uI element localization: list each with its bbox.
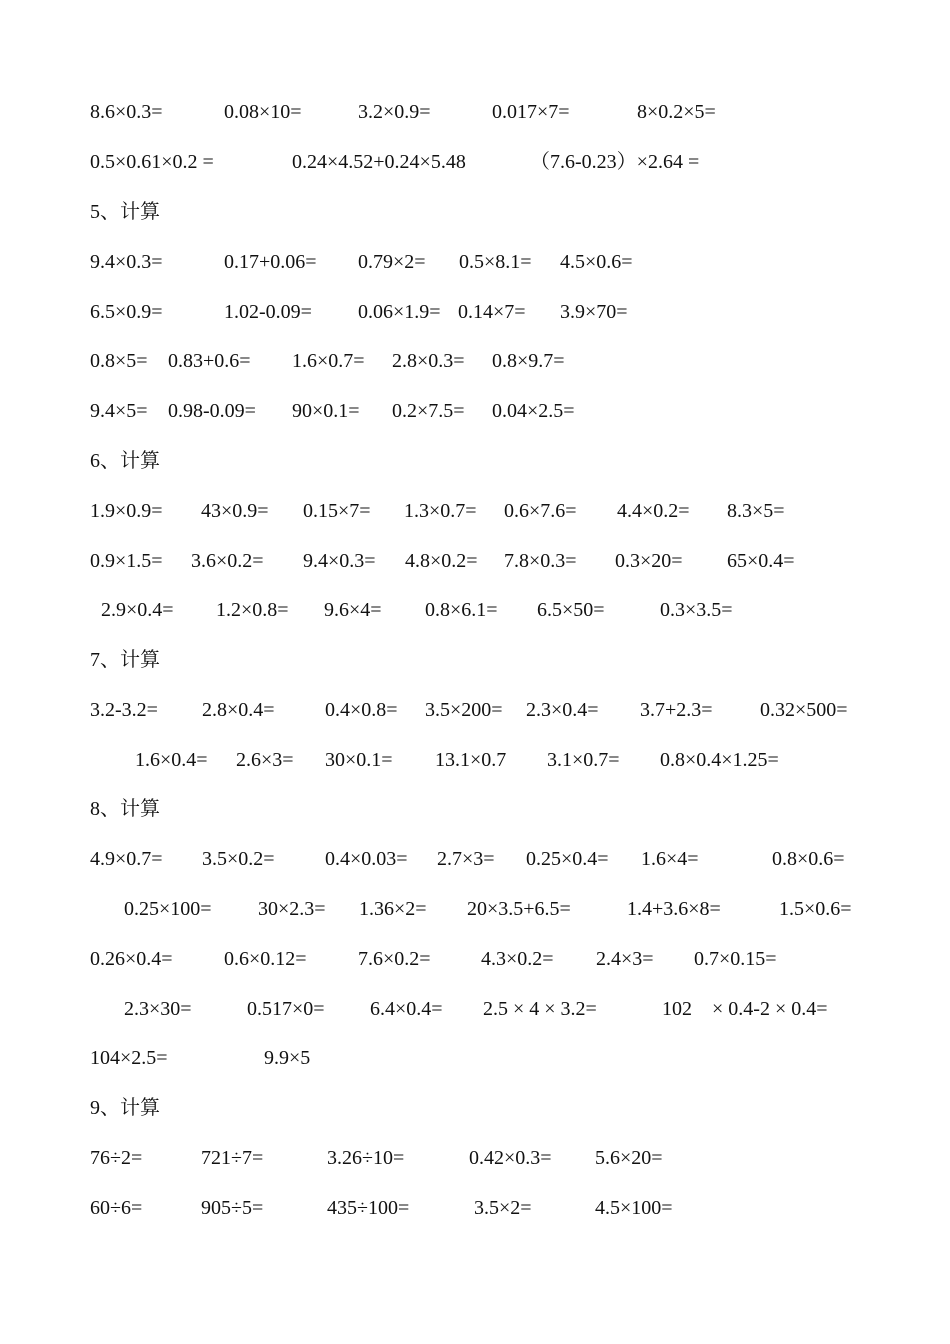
problem: 8.6×0.3= — [90, 101, 163, 123]
problem: 1.6×4= — [641, 848, 699, 870]
problem: 1.6×0.7= — [292, 350, 365, 372]
problem: 0.8×0.6= — [772, 848, 845, 870]
problem-row — [0, 894, 950, 924]
problem: 3.6×0.2= — [191, 550, 264, 572]
problem: 3.2-3.2= — [90, 699, 158, 721]
problem: 0.4×0.8= — [325, 699, 398, 721]
problem: 2.6×3= — [236, 749, 294, 771]
problem: 1.02-0.09= — [224, 301, 312, 323]
problem: （7.6-0.23）×2.64 = — [530, 151, 700, 173]
problem: 0.517×0= — [247, 998, 325, 1020]
problem: 3.9×70= — [560, 301, 628, 323]
problem: 2.3×30= — [124, 998, 192, 1020]
problem: 6.5×0.9= — [90, 301, 163, 323]
problem: 9.6×4= — [324, 599, 382, 621]
problem: 2.9×0.4= — [101, 599, 174, 621]
problem: 4.5×0.6= — [560, 251, 633, 273]
problem: 0.8×0.4×1.25= — [660, 749, 779, 771]
problem-row — [0, 695, 950, 725]
problem: 2.3×0.4= — [526, 699, 599, 721]
problem: 4.4×0.2= — [617, 500, 690, 522]
problem: 0.79×2= — [358, 251, 426, 273]
problem: 4.9×0.7= — [90, 848, 163, 870]
problem-row — [0, 994, 950, 1024]
problem: 0.08×10= — [224, 101, 302, 123]
problem: 0.06×1.9= — [358, 301, 441, 323]
problem: 0.8×6.1= — [425, 599, 498, 621]
problem: 20×3.5+6.5= — [467, 898, 571, 920]
problem: 6.5×50= — [537, 599, 605, 621]
problem: 43×0.9= — [201, 500, 269, 522]
problem: 0.8×9.7= — [492, 350, 565, 372]
problem-row — [0, 944, 950, 974]
problem: 9.9×5 — [264, 1047, 311, 1069]
section-title: 6、计算 — [90, 450, 160, 472]
problem-row — [0, 247, 950, 277]
section-heading — [0, 446, 950, 476]
problem: 3.2×0.9= — [358, 101, 431, 123]
section-title: 9、计算 — [90, 1097, 160, 1119]
problem: 1.5×0.6= — [779, 898, 852, 920]
problem: 3.1×0.7= — [547, 749, 620, 771]
problem: 65×0.4= — [727, 550, 795, 572]
problem: 4.3×0.2= — [481, 948, 554, 970]
problem: 9.4×5= — [90, 400, 148, 422]
problem: 1.3×0.7= — [404, 500, 477, 522]
problem: 3.5×0.2= — [202, 848, 275, 870]
problem: 7.8×0.3= — [504, 550, 577, 572]
problem: 0.25×100= — [124, 898, 212, 920]
problem-row — [0, 745, 950, 775]
problem: 5.6×20= — [595, 1147, 663, 1169]
problem-row — [0, 1143, 950, 1173]
problem: 1.4+3.6×8= — [627, 898, 721, 920]
problem: 4.8×0.2= — [405, 550, 478, 572]
problem: 0.15×7= — [303, 500, 371, 522]
problem: 0.14×7= — [458, 301, 526, 323]
problem-row — [0, 1193, 950, 1223]
problem: 0.9×1.5= — [90, 550, 163, 572]
problem: 6.4×0.4= — [370, 998, 443, 1020]
problem: 0.5×0.61×0.2 = — [90, 151, 214, 173]
problem: 0.83+0.6= — [168, 350, 251, 372]
section-heading — [0, 645, 950, 675]
problem: 76÷2= — [90, 1147, 143, 1169]
problem: 104×2.5= — [90, 1047, 168, 1069]
section-title: 5、计算 — [90, 201, 160, 223]
section-title: 8、计算 — [90, 798, 160, 820]
problem: 3.5×2= — [474, 1197, 532, 1219]
problem: 0.42×0.3= — [469, 1147, 552, 1169]
problem-row — [0, 297, 950, 327]
problem: 13.1×0.7 — [435, 749, 507, 771]
problem: 0.6×7.6= — [504, 500, 577, 522]
problem: 0.32×500= — [760, 699, 848, 721]
problem: 0.2×7.5= — [392, 400, 465, 422]
problem: 0.26×0.4= — [90, 948, 173, 970]
section-heading — [0, 197, 950, 227]
problem-row — [0, 1043, 950, 1073]
problem: 0.98-0.09= — [168, 400, 256, 422]
problem: 1.9×0.9= — [90, 500, 163, 522]
problem-row — [0, 496, 950, 526]
problem: 0.04×2.5= — [492, 400, 575, 422]
problem: 1.6×0.4= — [135, 749, 208, 771]
problem-row — [0, 396, 950, 426]
problem: 7.6×0.2= — [358, 948, 431, 970]
problem-row — [0, 844, 950, 874]
problem: 3.26÷10= — [327, 1147, 405, 1169]
problem: 60÷6= — [90, 1197, 143, 1219]
problem: 8×0.2×5= — [637, 101, 716, 123]
problem: 2.7×3= — [437, 848, 495, 870]
problem-row — [0, 546, 950, 576]
problem: 721÷7= — [201, 1147, 264, 1169]
section-heading — [0, 1093, 950, 1123]
problem: 9.4×0.3= — [90, 251, 163, 273]
section-heading — [0, 794, 950, 824]
problem: 0.3×3.5= — [660, 599, 733, 621]
problem: 0.24×4.52+0.24×5.48 — [292, 151, 466, 173]
problem: 905÷5= — [201, 1197, 264, 1219]
problem-row — [0, 147, 950, 177]
problem: 2.8×0.4= — [202, 699, 275, 721]
problem: 0.6×0.12= — [224, 948, 307, 970]
problem: 2.4×3= — [596, 948, 654, 970]
problem: 0.7×0.15= — [694, 948, 777, 970]
problem: 0.8×5= — [90, 350, 148, 372]
problem: 102 — [662, 998, 692, 1020]
problem-row — [0, 346, 950, 376]
problem: 0.17+0.06= — [224, 251, 317, 273]
problem: 4.5×100= — [595, 1197, 673, 1219]
problem: 8.3×5= — [727, 500, 785, 522]
problem: × 0.4-2 × 0.4= — [712, 998, 828, 1020]
section-title: 7、计算 — [90, 649, 160, 671]
problem: 1.36×2= — [359, 898, 427, 920]
problem-row — [0, 97, 950, 127]
problem: 3.5×200= — [425, 699, 503, 721]
problem-row — [0, 595, 950, 625]
problem: 1.2×0.8= — [216, 599, 289, 621]
problem: 0.25×0.4= — [526, 848, 609, 870]
problem: 3.7+2.3= — [640, 699, 713, 721]
problem: 90×0.1= — [292, 400, 360, 422]
problem: 2.5 × 4 × 3.2= — [483, 998, 597, 1020]
problem: 30×2.3= — [258, 898, 326, 920]
problem: 9.4×0.3= — [303, 550, 376, 572]
problem: 0.017×7= — [492, 101, 570, 123]
problem: 30×0.1= — [325, 749, 393, 771]
problem: 0.3×20= — [615, 550, 683, 572]
problem: 0.4×0.03= — [325, 848, 408, 870]
problem: 2.8×0.3= — [392, 350, 465, 372]
problem: 0.5×8.1= — [459, 251, 532, 273]
problem: 435÷100= — [327, 1197, 410, 1219]
